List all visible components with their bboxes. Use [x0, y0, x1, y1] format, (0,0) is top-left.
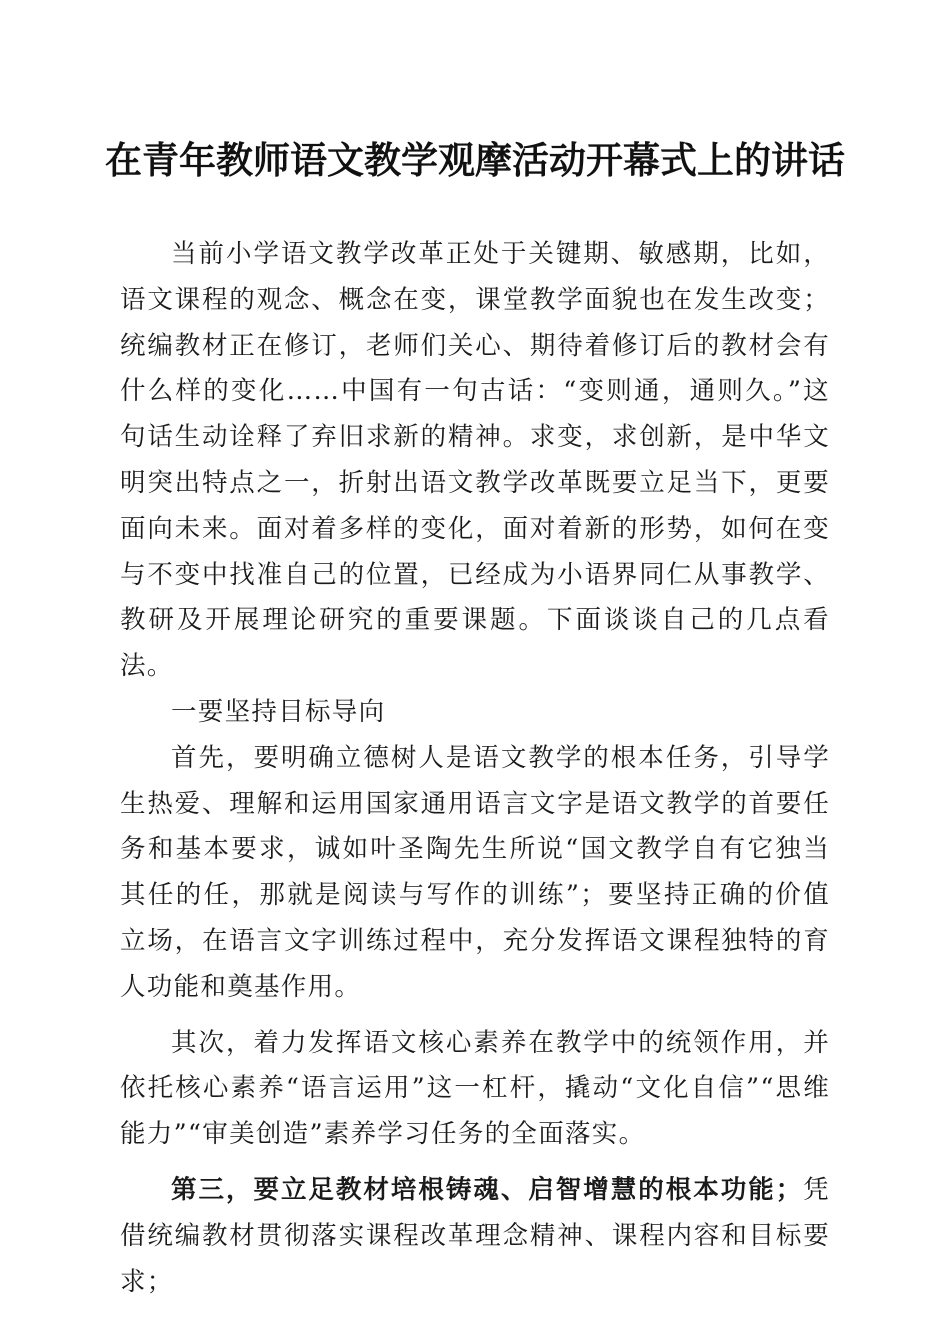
paragraph-intro: 当前小学语文教学改革正处于关键期、敏感期，比如，语文课程的观念、概念在变，课堂教学面貌也在发生改变；统编教材正在修订，老师们关心、期待着修订后的教材会有什么样的变化……中国有一句古话：“变则通，通则久。”这句话生动诠释了弃旧求新的精神。求变，求创新，是中华文明突出特点之一，折射出语文教学改革既要立足当下，更要面向未来。面对着多样的变化，面对着新的形势，如何在变与不变中找准自己的位置，已经成为小语界同仁从事教学、教研及开展理论研究的重要课题。下面谈谈自己的几点看法。 — [120, 239, 830, 682]
paragraph-first-point: 首先，要明确立德树人是语文教学的根本任务，引导学生热爱、理解和运用国家通用语言文字是语文教学的首要任务和基本要求，诚如叶圣陶先生所说“国文教学自有它独当其任的任，那就是阅读与写作的训练”；要坚持正确的价值立场，在语言文字训练过程中，充分发挥语文课程独特的育人功能和奠基作用。 — [120, 742, 830, 1002]
section-heading-goal-orientation: 一要坚持目标导向 — [171, 696, 386, 727]
paragraph-third-point — [120, 1168, 830, 1305]
paragraph-third-point-lead: 第三，要立足教材培根铸魂、启智增慧的根本功能； — [171, 1174, 803, 1205]
document-title: 在青年教师语文教学观摩活动开幕式上的讲话 — [105, 138, 845, 182]
document-body — [120, 232, 830, 1305]
paragraph-spacer — [120, 1011, 830, 1021]
paragraph-spacer — [120, 1158, 830, 1168]
paragraph-second-point: 其次，着力发挥语文核心素养在教学中的统领作用，并依托核心素养“语言运用”这一杠杆，撬动“文化自信”“思维能力”“审美创造”素养学习任务的全面落实。 — [120, 1027, 830, 1150]
paragraph-third-point-rest: 凭借统编教材贯彻落实课程改革理念精神、课程内容和目标要求； — [120, 1174, 830, 1297]
